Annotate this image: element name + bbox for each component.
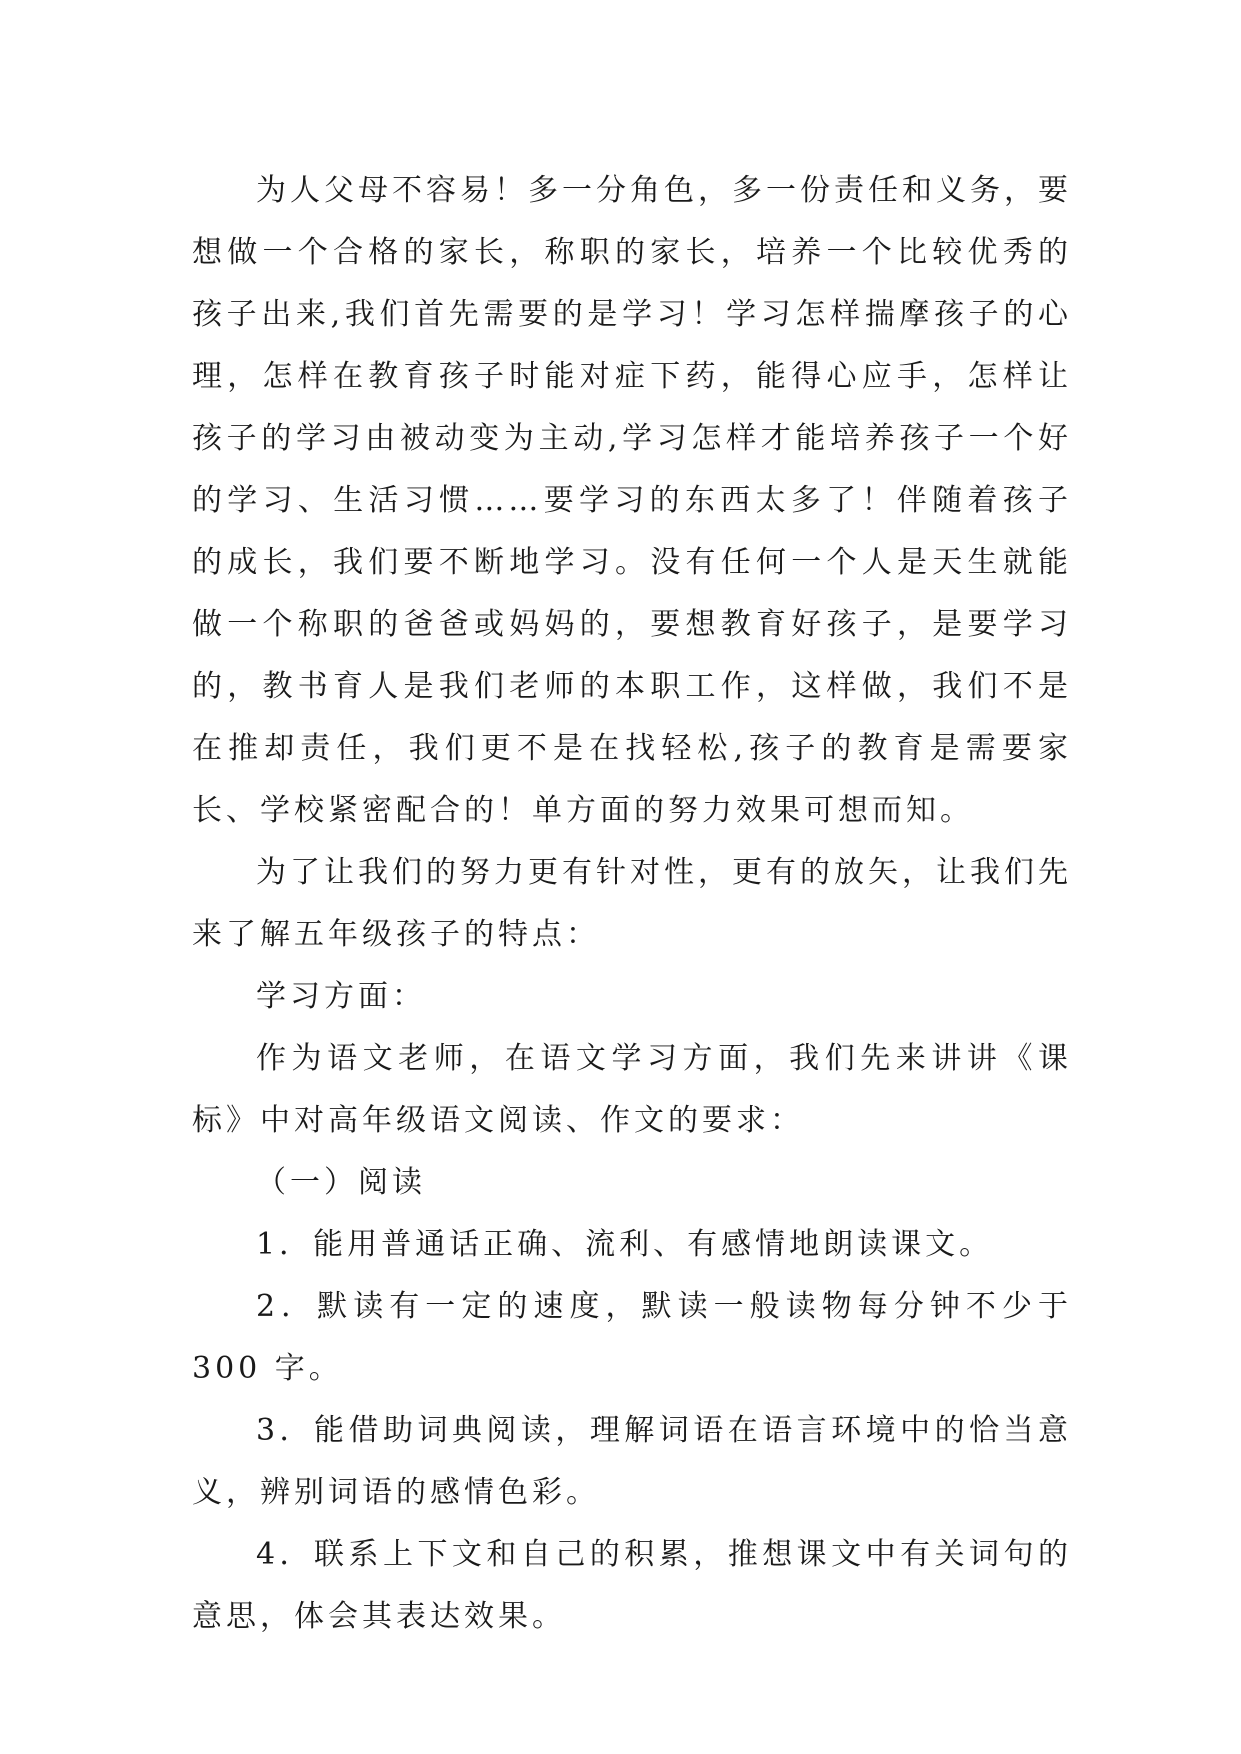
section-heading-learning: 学习方面： bbox=[256, 979, 426, 1014]
list-item-4: 4．联系上下文和自己的积累，推想课文中有关词句的意思，体会其表达效果。 bbox=[192, 1537, 1072, 1634]
list-item-3: 3．能借助词典阅读，理解词语在语言环境中的恰当意义，辨别词语的感情色彩。 bbox=[192, 1413, 1072, 1510]
paragraph-parenting-intro: 为人父母不容易！多一分角色，多一份责任和义务，要想做一个合格的家长，称职的家长，培养一个比较优秀的孩子出来,我们首先需要的是学习！学习怎样揣摩孩子的心理，怎样在教育孩子时能对症下药，能得心应手，怎样让孩子的学习由被动变为主动,学习怎样才能培养孩子一个好的学习、生活习惯……要学习的东西太多了！伴随着孩子的成长，我们要不断地学习。没有任何一个人是天生就能做一个称职的爸爸或妈妈的，要想教育好孩子，是要学习的，教书育人是我们老师的本职工作，这样做，我们不是在推却责任，我们更不是在找轻松,孩子的教育是需要家长、学校紧密配合的！单方面的努力效果可想而知。 bbox=[192, 173, 1072, 828]
paragraph-curriculum-standard: 作为语文老师，在语文学习方面，我们先来讲讲《课标》中对高年级语文阅读、作文的要求： bbox=[192, 1041, 1072, 1138]
document-body bbox=[192, 160, 1072, 1648]
paragraph-grade-five-traits: 为了让我们的努力更有针对性，更有的放矢，让我们先来了解五年级孩子的特点： bbox=[192, 855, 1072, 952]
list-item-1: 1．能用普通话正确、流利、有感情地朗读课文。 bbox=[256, 1227, 994, 1262]
list-item-2: 2．默读有一定的速度，默读一般读物每分钟不少于 300 字。 bbox=[192, 1289, 1072, 1386]
subheading-reading: （一）阅读 bbox=[256, 1165, 426, 1200]
